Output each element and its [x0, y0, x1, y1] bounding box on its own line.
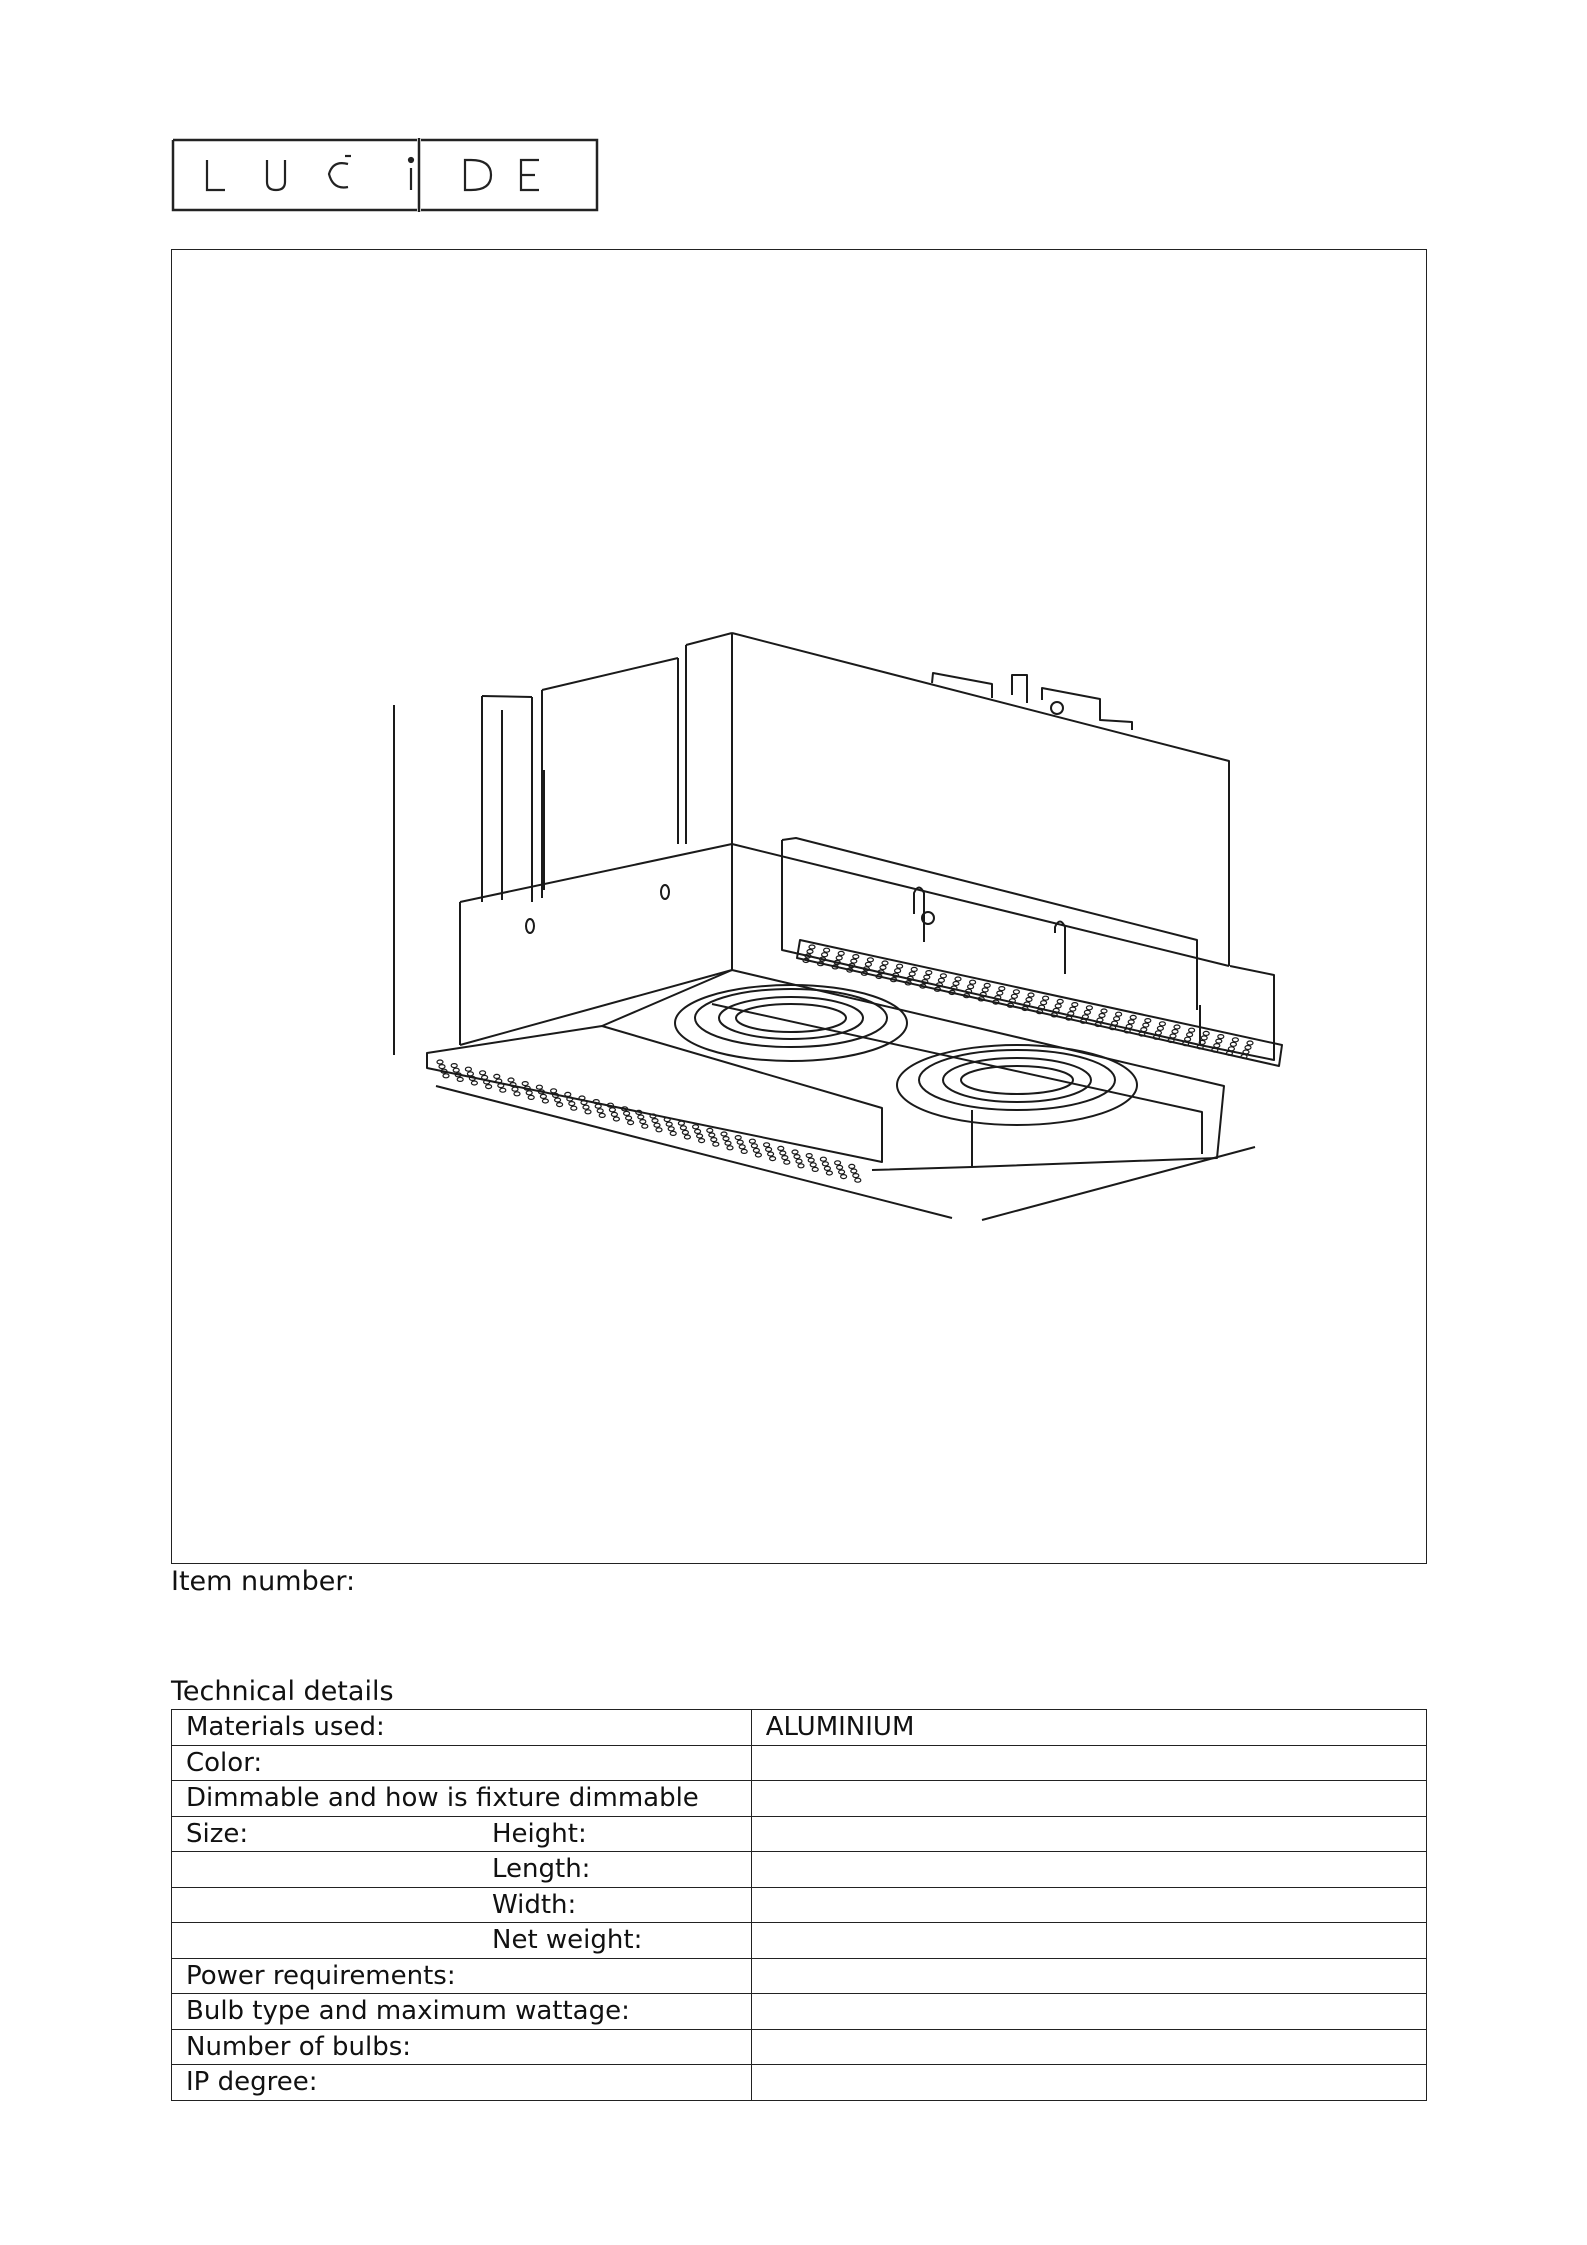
- spec-label-cell: [172, 1781, 752, 1817]
- spec-value-cell: ALUMINIUM: [751, 1710, 1426, 1746]
- product-image-frame: [171, 249, 1427, 1564]
- spec-value-cell: [751, 1781, 1426, 1817]
- spec-label-cell: [172, 1816, 752, 1852]
- spec-label: Bulb type and maximum wattage:: [186, 1996, 630, 2027]
- recessed-light-fixture-drawing: [172, 250, 1428, 1565]
- spec-value-cell: [751, 1887, 1426, 1923]
- spec-label: Materials used:: [186, 1712, 385, 1743]
- technical-details-heading: Technical details: [171, 1676, 394, 1707]
- spec-label-cell: [172, 2029, 752, 2065]
- table-row: [172, 1994, 1427, 2030]
- spec-label-cell: [172, 1923, 752, 1959]
- spec-label-cell: [172, 1958, 752, 1994]
- spec-label-cell: [172, 1745, 752, 1781]
- spec-label-cell: [172, 1852, 752, 1888]
- table-row: [172, 1958, 1427, 1994]
- table-row: [172, 1923, 1427, 1959]
- spec-label-cell: [172, 2065, 752, 2101]
- table-row: [172, 1781, 1427, 1817]
- table-row: [172, 1816, 1427, 1852]
- spec-label: Size:: [186, 1818, 249, 1849]
- spec-label: Number of bulbs:: [186, 2031, 412, 2062]
- spec-label-cell: [172, 1887, 752, 1923]
- table-row: [172, 1710, 1427, 1746]
- spec-label-cell: [172, 1994, 752, 2030]
- spec-value-cell: [751, 1958, 1426, 1994]
- table-row: [172, 1887, 1427, 1923]
- table-row: [172, 2065, 1427, 2101]
- table-row: [172, 1745, 1427, 1781]
- lucide-logo: [171, 138, 599, 212]
- technical-details-table: [171, 1709, 1427, 2101]
- spec-sublabel: Height:: [492, 1818, 587, 1849]
- spec-label: IP degree:: [186, 2067, 318, 2098]
- spec-label-cell: [172, 1710, 752, 1746]
- table-row: [172, 2029, 1427, 2065]
- spec-value-cell: [751, 1923, 1426, 1959]
- spec-sublabel: Net weight:: [492, 1925, 643, 1956]
- spec-label: Color:: [186, 1747, 263, 1778]
- spec-value-cell: [751, 1745, 1426, 1781]
- spec-label: Power requirements:: [186, 1960, 456, 1991]
- spec-value-cell: [751, 1994, 1426, 2030]
- spec-sublabel: Length:: [492, 1854, 591, 1885]
- spec-value-cell: [751, 2029, 1426, 2065]
- spec-value-cell: [751, 1852, 1426, 1888]
- table-row: [172, 1852, 1427, 1888]
- item-number-label: Item number:: [171, 1566, 356, 1597]
- spec-label: Dimmable and how is fixture dimmable: [186, 1783, 699, 1814]
- spec-value-cell: [751, 2065, 1426, 2101]
- spec-sublabel: Width:: [492, 1889, 577, 1920]
- spec-value-cell: [751, 1816, 1426, 1852]
